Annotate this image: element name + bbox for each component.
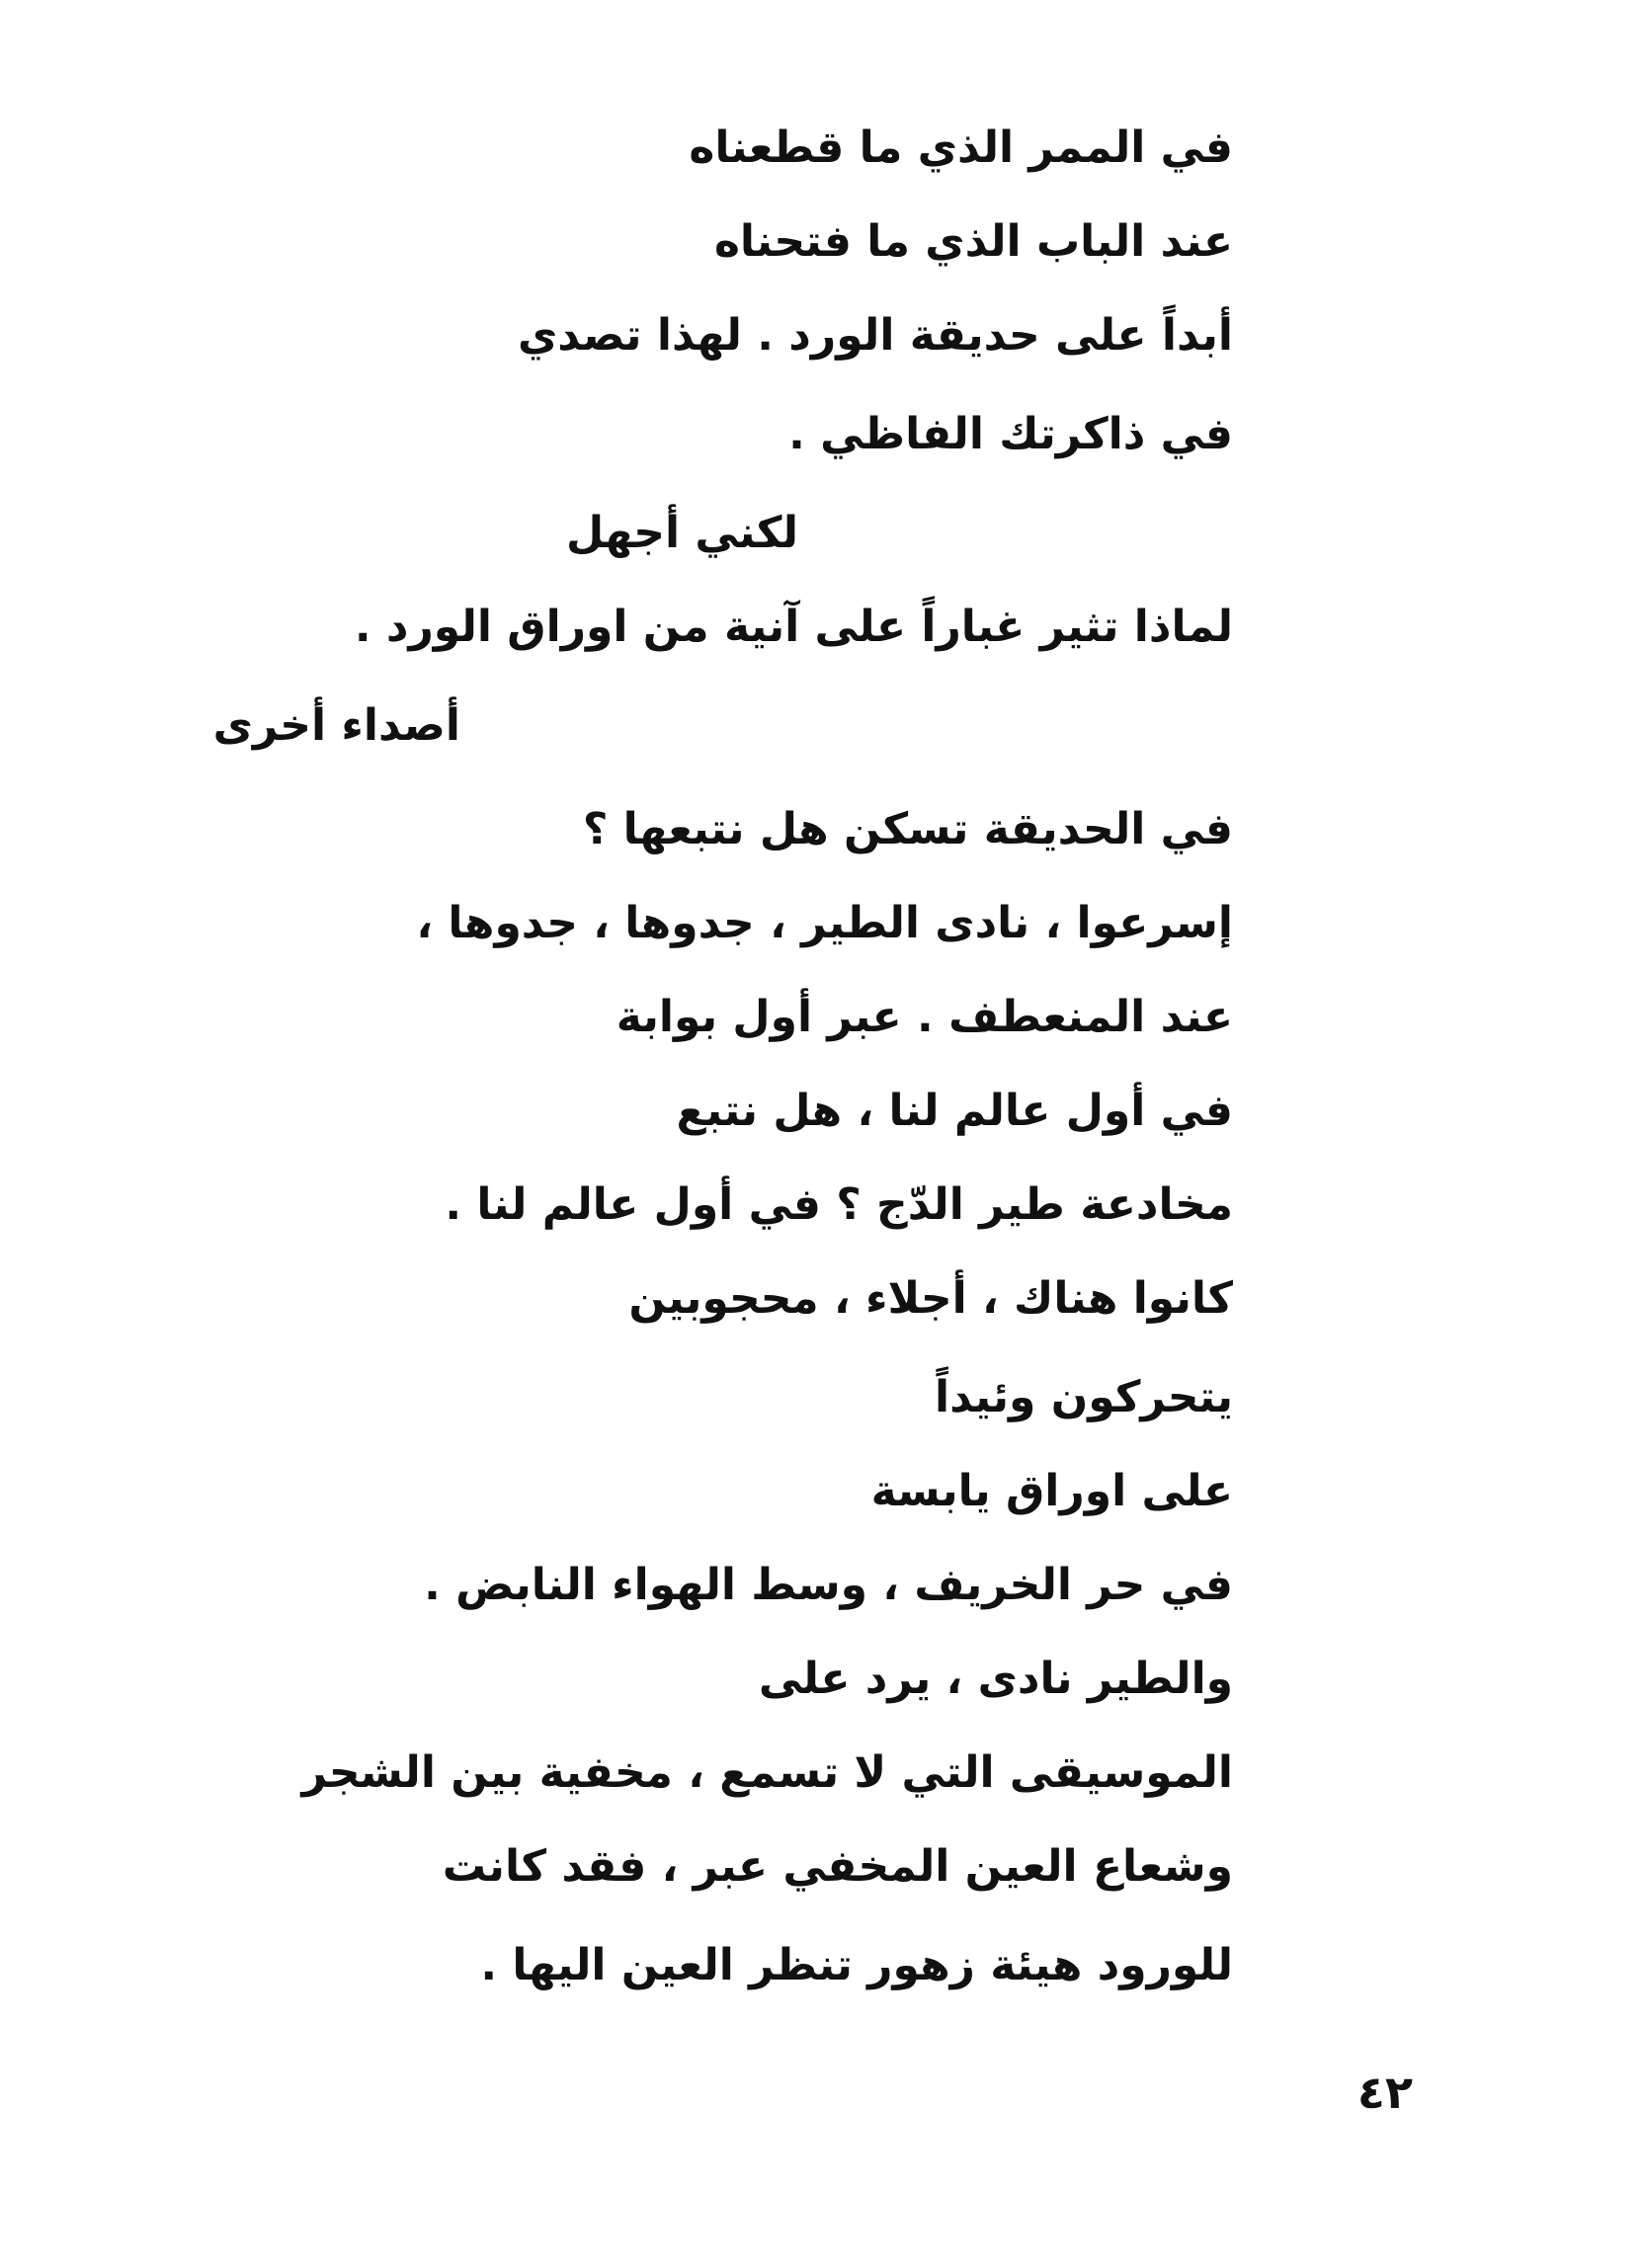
poem-line: كانوا هناك ، أجلاء ، محجوبين	[628, 1273, 1233, 1324]
poem-line: للورود هيئة زهور تنظر العين اليها .	[480, 1940, 1233, 1990]
poem-line: على اوراق يابسة	[870, 1466, 1233, 1516]
poem-line: في الممر الذي ما قطعناه	[689, 122, 1233, 173]
section-heading: أصداء أخرى	[212, 700, 460, 751]
poem-line-indented: لكني أجهل	[565, 508, 798, 558]
poem-line: عند المنعطف . عبر أول بوابة	[616, 992, 1233, 1042]
page-number: ٤٢	[1356, 2066, 1413, 2119]
poem-line: عند الباب الذي ما فتحناه	[713, 216, 1233, 267]
poem-line: يتحركون وئيداً	[935, 1372, 1233, 1422]
poem-line: الموسيقى التي لا تسمع ، مخفية بين الشجر	[301, 1747, 1233, 1798]
poem-line: إسرعوا ، نادى الطير ، جدوها ، جدوها ،	[416, 898, 1233, 948]
poem-line: في الحديقة تسكن هل نتبعها ؟	[582, 804, 1233, 854]
poem-line: والطير نادى ، يرد على	[758, 1654, 1233, 1704]
poem-line: لماذا تثير غباراً على آنية من اوراق الورد .	[354, 602, 1233, 652]
poem-line: في أول عالم لنا ، هل نتبع	[676, 1086, 1233, 1136]
poem-line: مخادعة طير الدّج ؟ في أول عالم لنا .	[445, 1179, 1233, 1230]
poem-line: في ذاكرتك الفاظي .	[788, 409, 1233, 459]
poem-line: أبداً على حديقة الورد . لهذا تصدي	[517, 310, 1233, 361]
poem-line: وشعاع العين المخفي عبر ، فقد كانت	[442, 1841, 1233, 1892]
poem-line: في حر الخريف ، وسط الهواء النابض .	[424, 1560, 1233, 1610]
